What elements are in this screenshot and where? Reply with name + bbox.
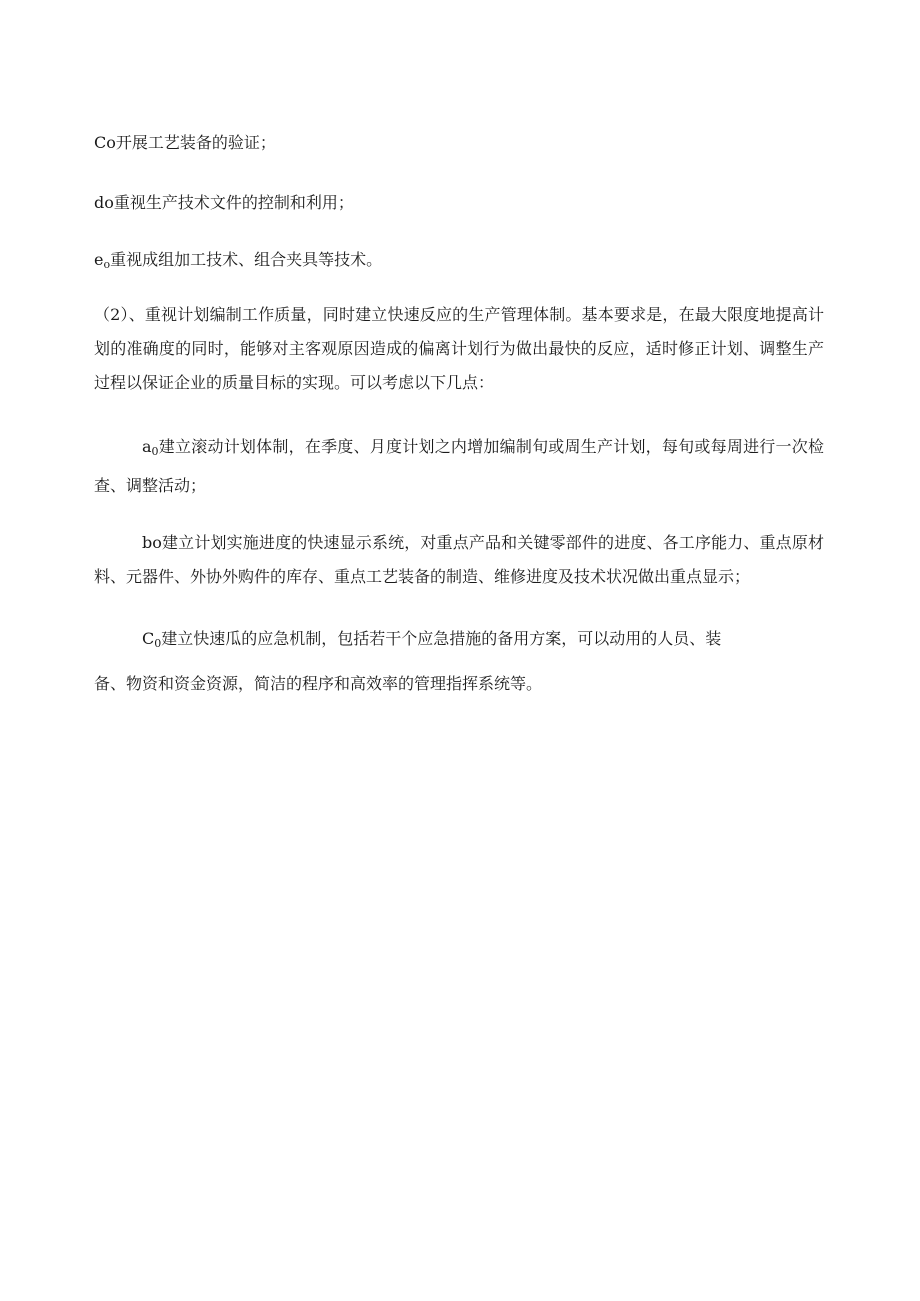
item-marker-subscript: 0 (154, 637, 162, 650)
item-marker-subscript: 0 (151, 445, 159, 458)
paragraph-item-d (94, 186, 824, 220)
paragraph-text: 建立滚动计划体制，在季度、月度计划之内增加编制旬或周生产计划，每旬或每周进行一次检查、调整活动； (94, 437, 824, 495)
paragraph-item-c2 (94, 622, 824, 661)
item-marker-subscript: o (103, 258, 111, 271)
paragraph-text: 备、物资和资金资源，简洁的程序和高效率的管理指挥系统等。 (94, 674, 543, 693)
paragraph-text: do重视生产技术文件的控制和利用； (94, 193, 354, 212)
item-marker: a (142, 437, 152, 456)
item-marker: e (94, 250, 104, 269)
paragraph-item-c (94, 126, 824, 160)
paragraph-section-2 (94, 298, 824, 400)
item-marker: C (142, 629, 155, 648)
paragraph-text: 建立快速瓜的应急机制，包括若干个应急措施的备用方案，可以动用的人员、装 (161, 629, 722, 648)
paragraph-text: bo建立计划实施进度的快速显示系统，对重点产品和关键零部件的进度、各工序能力、重点原材料、元器件、外协外购件的库存、重点工艺装备的制造、维修进度及技术状况做出重点显示； (94, 533, 824, 586)
paragraph-text: Co开展工艺装备的验证； (94, 133, 276, 152)
paragraph-item-c2-continuation (94, 667, 824, 701)
paragraph-item-a (94, 430, 824, 503)
paragraph-text: （2）、重视计划编制工作质量，同时建立快速反应的生产管理体制。基本要求是，在最大限度地提高计划的准确度的同时，能够对主客观原因造成的偏离计划行为做出最快的反应，适时修正计划、调整生产过程以保证企业的质量目标的实现。可以考虑以下几点： (94, 305, 824, 392)
paragraph-item-e (94, 243, 824, 282)
paragraph-text: 重视成组加工技术、组合夹具等技术。 (110, 250, 383, 269)
paragraph-item-b (94, 526, 824, 594)
